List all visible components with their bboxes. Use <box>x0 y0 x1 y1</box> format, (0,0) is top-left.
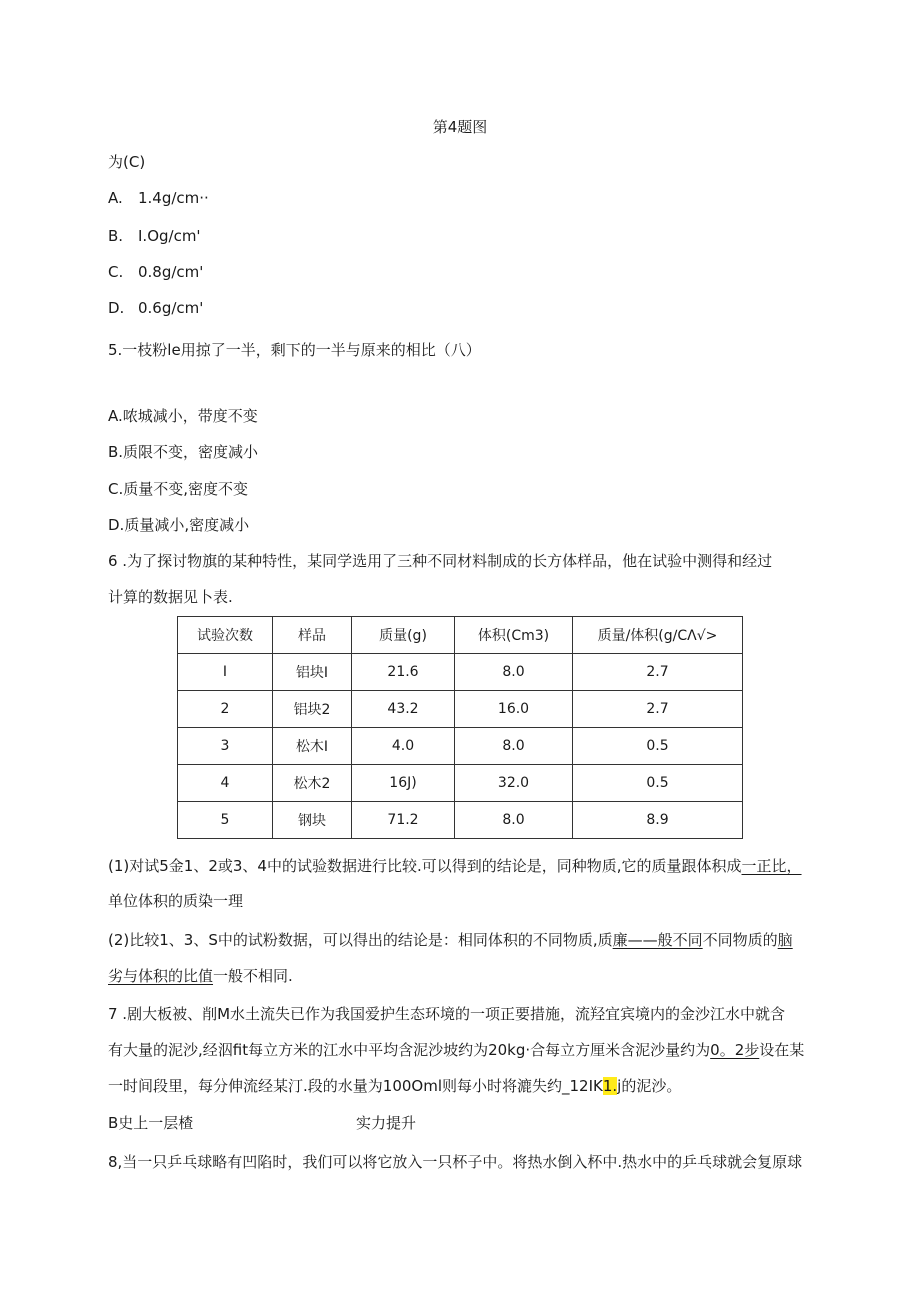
option-letter: A. <box>108 189 123 207</box>
q7-text: 设在某 <box>759 1041 805 1059</box>
option-text: 1.4g∕cm·· <box>138 189 209 207</box>
q6-answer1-line2: 单位体积的质染一理 <box>108 892 244 910</box>
q7-text: 有大量的泥沙,经泅fit每立方米的江水中平均含泥沙坡约为20kg·合每立方厘米含泥沙量约为 <box>108 1041 711 1059</box>
table-header-row <box>178 617 743 654</box>
table-cell: 43.2 <box>352 691 455 728</box>
table-cell: 0.5 <box>573 765 743 802</box>
table-cell: 2.7 <box>573 691 743 728</box>
table-header-cell: 质量/体积(g∕CΛ√> <box>573 617 743 654</box>
table-cell: 16J) <box>352 765 455 802</box>
q5-option-d: D.质量减小,密度减小 <box>108 516 250 534</box>
table-cell: 松木2 <box>273 765 352 802</box>
table-cell: 8.9 <box>573 802 743 839</box>
q4-option-b <box>108 226 201 246</box>
option-text: 0.6g∕cm' <box>138 299 204 317</box>
answer-underlined: 一正比， <box>741 857 802 875</box>
table-cell: 4 <box>178 765 273 802</box>
table-cell: 21.6 <box>352 654 455 691</box>
table-cell: 钢块 <box>273 802 352 839</box>
q5-option-b: B.质限不变，密度减小 <box>108 443 259 461</box>
table-header-cell: 样品 <box>273 617 352 654</box>
table-cell: 8.0 <box>455 654 573 691</box>
table-cell: 32.0 <box>455 765 573 802</box>
table-cell: 5 <box>178 802 273 839</box>
q6-answer2-line2 <box>108 966 293 986</box>
table-header-cell: 体积(Cm3) <box>455 617 573 654</box>
table-cell: 0.5 <box>573 728 743 765</box>
section-label-right: 实力提升 <box>356 1114 417 1132</box>
q8-line1: 8,当一只乒乓球略有凹陷时，我们可以将它放入一只杯子中。将热水倒入杯中.热水中的乒乓球就会复原球 <box>108 1153 803 1171</box>
table-cell: 16.0 <box>455 691 573 728</box>
table-cell: 铝块2 <box>273 691 352 728</box>
answer-underlined: 0。2步 <box>710 1041 760 1059</box>
section-label-left: B史上一层楂 <box>108 1114 194 1132</box>
table-cell: 8.0 <box>455 802 573 839</box>
q6-answer1-line1 <box>108 856 802 876</box>
option-text: I.Og∕cm' <box>138 227 201 245</box>
option-letter: C. <box>108 263 124 281</box>
answer-underlined: 脑 <box>777 931 793 949</box>
table-cell: 2.7 <box>573 654 743 691</box>
answer-text: 不同物质的 <box>702 931 778 949</box>
option-text: 0.8g∕cm' <box>138 263 204 281</box>
table-row <box>178 765 743 802</box>
table-row <box>178 691 743 728</box>
table-row <box>178 802 743 839</box>
table-cell: 3 <box>178 728 273 765</box>
answer-text: (1)对试5金1、2或3、4中的试验数据进行比较.可以得到的结论是，同种物质,它的质量跟体积成 <box>108 857 742 875</box>
figure-caption: 第4题图 <box>432 118 488 136</box>
option-letter: D. <box>108 299 125 317</box>
table-row <box>178 654 743 691</box>
q4-option-a <box>108 188 209 208</box>
answer-underlined: 廉——般不同 <box>612 931 703 949</box>
answer-text: 一般不相同. <box>213 967 293 985</box>
table-row <box>178 728 743 765</box>
table-cell: 8.0 <box>455 728 573 765</box>
q7-text: 一时间段里，每分伸流经某汀.段的水量为100Oml则每小时将漉失约_12IK <box>108 1077 603 1095</box>
table-cell: 4.0 <box>352 728 455 765</box>
q6-stem-line2: 计算的数据见卜表. <box>108 588 233 606</box>
q7-line2 <box>108 1040 804 1060</box>
table-cell: 铝块I <box>273 654 352 691</box>
table-cell: I <box>178 654 273 691</box>
table-cell: 松木I <box>273 728 352 765</box>
q4-option-d <box>108 298 203 318</box>
table-header-cell: 质量(g) <box>352 617 455 654</box>
q5-option-c: C.质量不变,密度不变 <box>108 480 249 498</box>
answer-text: (2)比较1、3、S中的试粉数据，可以得出的结论是：相同体积的不同物质,质 <box>108 931 613 949</box>
table-header-cell: 试验次数 <box>178 617 273 654</box>
data-table <box>177 616 743 839</box>
answer-underlined: 劣与体积的比值 <box>108 967 214 985</box>
q4-option-c <box>108 262 203 282</box>
q5-stem: 5.一枝粉le用掠了一半，剩下的一半与原来的相比（八） <box>108 341 481 359</box>
table-cell: 2 <box>178 691 273 728</box>
table-cell: 71.2 <box>352 802 455 839</box>
q7-line1: 7 .剧大板被、削M水土流失已作为我国爱护生态环境的一项正要措施，流羟宜宾境内的金沙江水中就含 <box>108 1005 786 1023</box>
q4-stem-tail: 为(C) <box>108 153 146 171</box>
q5-option-a: A.哝城减小，带度不变 <box>108 407 258 425</box>
q7-line3 <box>108 1076 681 1096</box>
highlighted-text: 1. <box>602 1077 618 1095</box>
q6-answer2-line1 <box>108 930 793 950</box>
option-letter: B. <box>108 227 124 245</box>
q6-stem-line1: 6 .为了探讨物旗的某种特性，某同学选用了三种不同材料制成的长方体样品，他在试验中测得和经过 <box>108 552 773 570</box>
q7-text: j的泥沙。 <box>617 1077 682 1095</box>
